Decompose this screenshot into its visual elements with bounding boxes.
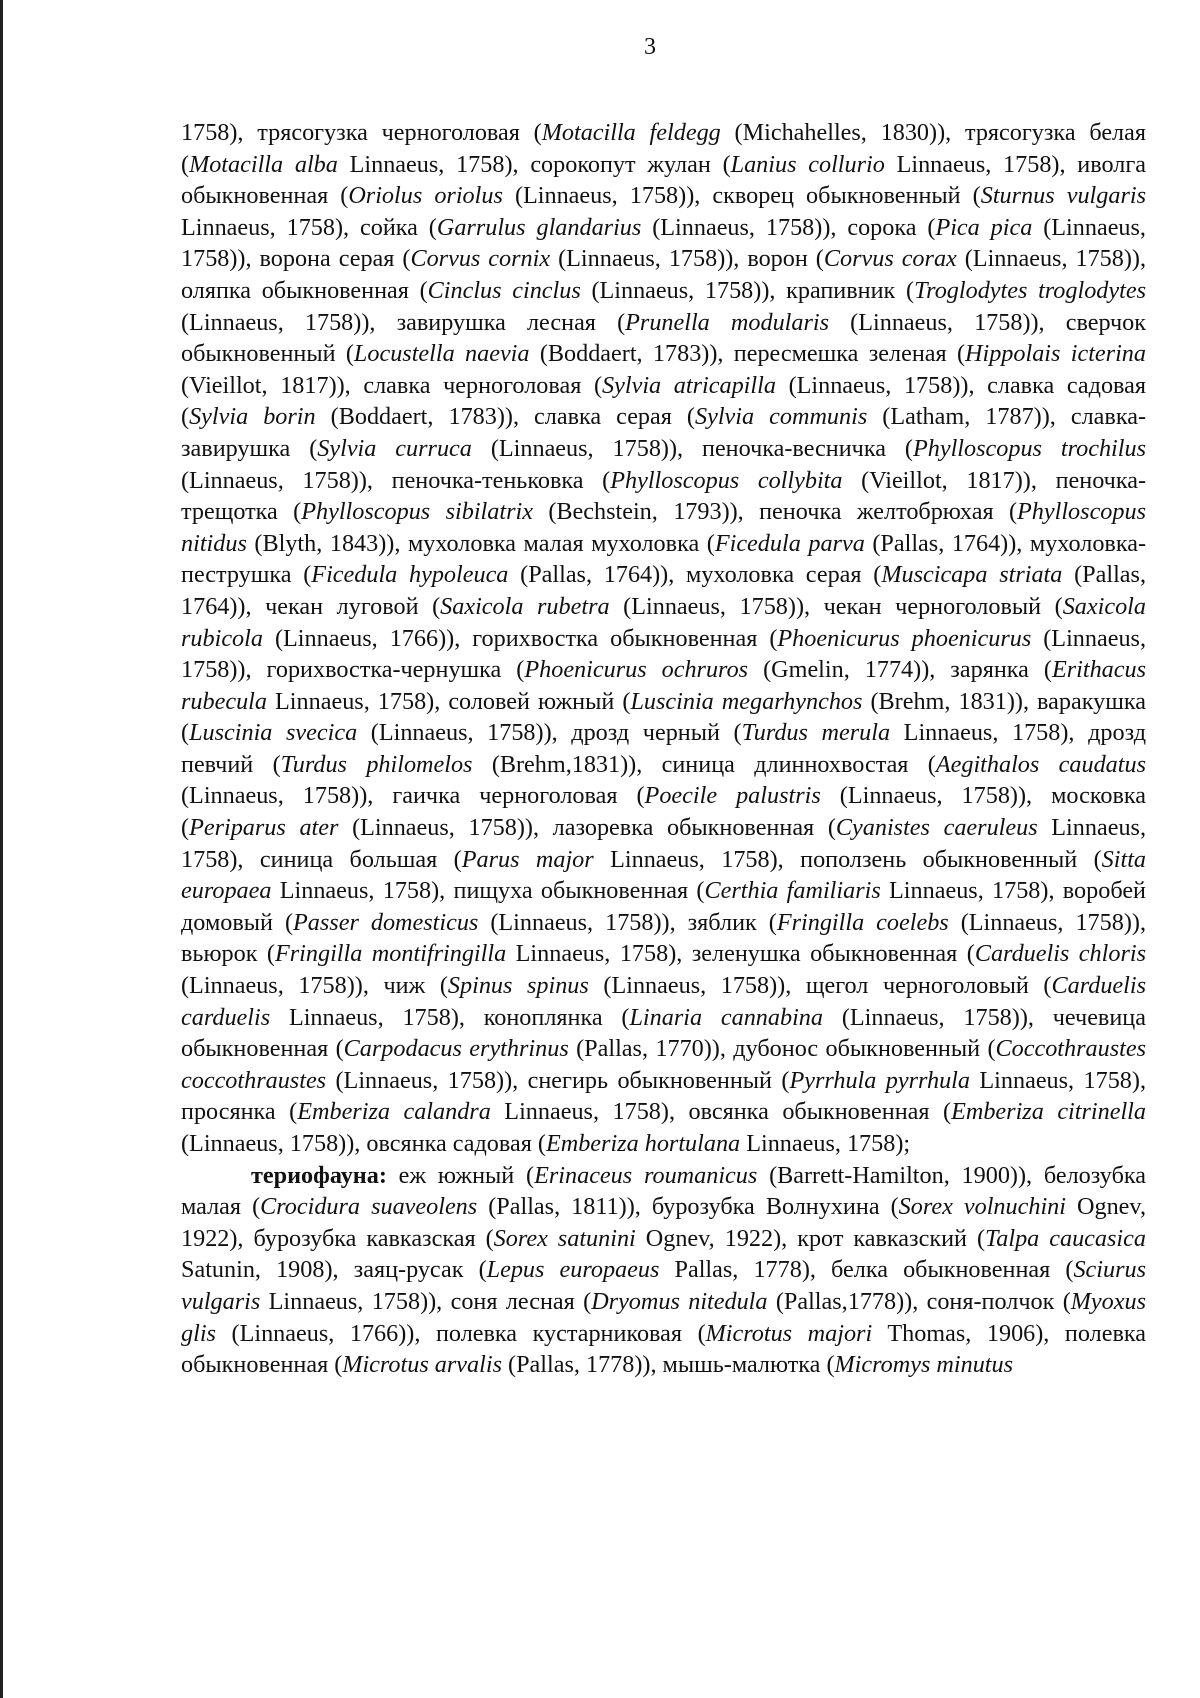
text-run: (Linnaeus, 1758)), ворон ( xyxy=(550,245,824,273)
species-latin-name: Linaria cannabina xyxy=(629,1003,823,1031)
species-latin-name: Luscinia megarhynchos xyxy=(630,687,863,715)
section-heading: териофауна: xyxy=(251,1161,387,1189)
species-latin-name: Muscicapa striata xyxy=(881,561,1063,589)
species-latin-name: Phoenicurus ochruros xyxy=(524,656,749,684)
species-latin-name: Dryomus nitedula xyxy=(591,1287,768,1315)
text-run: (Gmelin, 1774)), зарянка ( xyxy=(748,656,1052,684)
species-latin-name: Garrulus glandarius xyxy=(436,213,642,241)
species-latin-name: Locustella naevia xyxy=(353,340,530,368)
text-run: (Linnaeus, 1758)), чиж ( xyxy=(181,972,448,1000)
species-latin-name: Corvus corax xyxy=(823,245,957,273)
text-run: (Linnaeus, 1758)), пеночка-теньковка ( xyxy=(181,466,611,494)
species-latin-name: Corvus cornix xyxy=(410,245,551,273)
text-run: Linnaeus, 1758), иволга обыкновенная ( xyxy=(181,150,1146,210)
species-latin-name: Poecile palustris xyxy=(644,782,821,810)
text-run: Linnaeus, 1758), пищуха обыкновенная ( xyxy=(271,877,705,905)
species-latin-name: Crocidura suaveolens xyxy=(260,1193,478,1221)
text-run: (Linnaeus, 1758)), вьюрок ( xyxy=(181,908,1146,968)
species-latin-name: Motacilla alba xyxy=(189,150,338,178)
text-run: Linnaeus, 1758)), соня лесная ( xyxy=(260,1287,592,1315)
text-run: Ognev, 1922), крот кавказский ( xyxy=(635,1224,986,1252)
text-run: (Linnaeus, 1758)), зяблик ( xyxy=(478,908,777,936)
text-run: (Pallas,1778)), соня-полчок ( xyxy=(767,1287,1071,1315)
text-run: (Pallas, 1764)), мухоловка-пеструшка ( xyxy=(181,529,1147,589)
species-latin-name: Sturnus vulgaris xyxy=(980,182,1146,210)
text-run: Linnaeus, 1758), соловей южный ( xyxy=(266,687,631,715)
text-run: (Brehm, 1831)), варакушка ( xyxy=(181,687,1146,747)
text-run: еж южный ( xyxy=(386,1161,535,1189)
species-latin-name: Pica pica xyxy=(935,213,1033,241)
species-latin-name: Saxicola rubicola xyxy=(181,592,1146,652)
text-run: (Latham, 1787)), славка-завирушка ( xyxy=(181,403,1147,462)
text-run: (Linnaeus, 1758)), чекан черноголовый ( xyxy=(609,592,1063,620)
species-latin-name: Turdus philomelos xyxy=(280,750,473,778)
text-run: (Linnaeus, 1758)), славка садовая ( xyxy=(181,371,1146,431)
text-run: Linnaeus, 1758), синица большая ( xyxy=(181,814,1146,873)
text-run: (Linnaeus, 1758)), завирушка лесная ( xyxy=(181,308,626,336)
text-run: (Pallas, 1770)), дубонос обыкновенный ( xyxy=(568,1035,996,1063)
species-latin-name: Certhia familiaris xyxy=(704,877,881,905)
species-latin-name: Oriolus oriolus xyxy=(348,182,503,210)
text-run: (Boddaert, 1783)), славка серая ( xyxy=(315,403,695,431)
text-run: Linnaeus, 1758), сорокопут жулан ( xyxy=(337,150,731,178)
species-latin-name: Carpodacus erythrinus xyxy=(343,1035,569,1063)
species-latin-name: Myoxus glis xyxy=(181,1287,1146,1347)
text-run: Linnaeus, 1758), просянка ( xyxy=(181,1066,1146,1126)
text-run: (Linnaeus, 1758)), сверчок обыкновенный ( xyxy=(181,308,1146,368)
text-run: Linnaeus, 1758), дрозд певчий ( xyxy=(181,719,1146,778)
text-run: Linnaeus, 1758), поползень обыкновенный ( xyxy=(593,845,1102,873)
species-latin-name: Erithacus rubecula xyxy=(181,656,1147,715)
species-latin-name: Pyrrhula pyrrhula xyxy=(789,1066,970,1094)
text-run: (Linnaeus, 1758)), московка ( xyxy=(181,782,1146,842)
species-latin-name: Coccothraustes coccothraustes xyxy=(181,1035,1147,1094)
text-run: Satunin, 1908), заяц-русак ( xyxy=(181,1256,487,1284)
text-run: (Pallas, 1764)), мухоловка серая ( xyxy=(508,561,882,589)
text-run: (Linnaeus, 1758)), крапивник ( xyxy=(580,276,915,304)
species-latin-name: Sylvia borin xyxy=(189,403,316,431)
species-latin-name: Luscinia svecica xyxy=(189,719,358,747)
species-latin-name: Sylvia atricapilla xyxy=(602,371,776,399)
species-latin-name: Cinclus cinclus xyxy=(427,276,581,304)
species-latin-name: Emberiza calandra xyxy=(297,1098,491,1126)
page-number: 3 xyxy=(644,34,656,60)
species-latin-name: Phylloscopus collybita xyxy=(610,466,843,494)
body-text xyxy=(181,117,1146,1381)
text-run: (Linnaeus, 1758)), гаичка черноголовая ( xyxy=(181,782,645,810)
text-run: (Boddaert, 1783)), пересмешка зеленая ( xyxy=(529,340,966,368)
species-latin-name: Phylloscopus nitidus xyxy=(181,498,1146,557)
text-run: Pallas, 1778), белка обыкновенная ( xyxy=(659,1256,1074,1284)
text-run: (Pallas, 1764)), чекан луговой ( xyxy=(181,561,1146,620)
species-latin-name: Fringilla coelebs xyxy=(776,908,949,936)
text-run: Linnaeus, 1758), коноплянка ( xyxy=(270,1003,630,1031)
text-run: (Linnaeus, 1758)), дрозд черный ( xyxy=(357,719,742,747)
species-latin-name: Hippolais icterina xyxy=(965,340,1146,368)
text-run: Thomas, 1906), полевка обыкновенная ( xyxy=(181,1319,1146,1379)
text-run: (Linnaeus, 1758)), горихвостка-чернушка ( xyxy=(181,624,1147,684)
species-latin-name: Sylvia communis xyxy=(695,403,868,431)
text-run: (Linnaeus, 1758)), снегирь обыкновенный ( xyxy=(326,1066,790,1094)
species-latin-name: Sorex volnuchini xyxy=(898,1193,1066,1221)
species-latin-name: Lepus europaeus xyxy=(486,1256,660,1284)
text-run: Ognev, 1922), бурозубка кавказская ( xyxy=(181,1193,1146,1252)
text-run: (Linnaeus, 1758)), скворец обыкновенный ( xyxy=(502,182,981,210)
species-latin-name: Saxicola rubetra xyxy=(440,592,610,620)
text-run: (Linnaeus, 1758)), овсянка садовая ( xyxy=(181,1130,546,1157)
text-run: (Blyth, 1843)), мухоловка малая мухоловка ( xyxy=(246,529,715,557)
species-latin-name: Carduelis carduelis xyxy=(181,972,1147,1031)
species-latin-name: Sorex satunini xyxy=(493,1224,636,1252)
text-run: (Linnaeus, 1766)), полевка кустарниковая ( xyxy=(215,1319,706,1347)
species-latin-name: Carduelis chloris xyxy=(974,940,1146,968)
text-run: (Bechstein, 1793)), пеночка желтобрюхая ( xyxy=(532,498,1018,526)
text-run: (Vieillot, 1817)), славка черноголовая ( xyxy=(181,371,603,399)
text-run: (Pallas, 1778)), мышь-малютка ( xyxy=(502,1351,835,1379)
species-latin-name: Microtus arvalis xyxy=(342,1351,502,1379)
species-latin-name: Microtus majori xyxy=(705,1319,873,1347)
species-latin-name: Turdus merula xyxy=(741,719,891,747)
species-latin-name: Talpa caucasica xyxy=(985,1224,1146,1252)
text-run: (Michahelles, 1830)), трясогузка белая ( xyxy=(181,119,1146,178)
scan-left-edge xyxy=(0,0,3,1698)
text-run: (Linnaeus, 1758)), лазоревка обыкновенная ( xyxy=(338,814,836,842)
text-run: Linnaeus, 1758), воробей домовый ( xyxy=(181,877,1146,936)
species-latin-name: Troglodytes troglodytes xyxy=(914,276,1147,304)
species-latin-name: Prunella modularis xyxy=(625,308,830,336)
text-run: (Brehm,1831)), синица длиннохвостая ( xyxy=(472,750,936,778)
text-run: (Linnaeus, 1758)), оляпка обыкновенная ( xyxy=(181,245,1147,304)
text-run: (Linnaeus, 1758)), ворона серая ( xyxy=(181,213,1146,273)
text-run: Linnaeus, 1758); xyxy=(740,1130,911,1157)
species-latin-name: Phylloscopus sibilatrix xyxy=(301,498,533,526)
species-latin-name: Phoenicurus phoenicurus xyxy=(777,624,1032,652)
species-latin-name: Ficedula hypoleuca xyxy=(311,561,509,589)
species-latin-name: Sitta europaea xyxy=(181,845,1147,905)
text-run: (Linnaeus, 1758)), сорока ( xyxy=(641,213,936,241)
paragraph-teriofauna xyxy=(181,1160,1146,1381)
text-run: (Pallas, 1811)), бурозубка Волнухина ( xyxy=(477,1193,899,1221)
species-latin-name: Cyanistes caeruleus xyxy=(835,814,1038,842)
paragraph-avifauna-continued xyxy=(181,117,1146,1160)
species-latin-name: Sylvia curruca xyxy=(317,434,472,462)
species-latin-name: Periparus ater xyxy=(189,814,339,842)
species-latin-name: Spinus spinus xyxy=(447,972,589,1000)
species-latin-name: Lanius collurio xyxy=(730,150,885,178)
species-latin-name: Aegithalos caudatus xyxy=(935,750,1146,778)
species-latin-name: Parus major xyxy=(461,845,594,873)
text-run: (Linnaeus, 1758)), щегол черноголовый ( xyxy=(588,972,1052,1000)
species-latin-name: Sciurus vulgaris xyxy=(181,1256,1146,1315)
text-run: Linnaeus, 1758), зеленушка обыкновенная ( xyxy=(506,940,975,968)
text-run: 1758), трясогузка черноголовая ( xyxy=(181,119,542,146)
text-run: (Linnaeus, 1758)), чечевица обыкновенная ( xyxy=(181,1003,1146,1063)
species-latin-name: Fringilla montifringilla xyxy=(274,940,507,968)
species-latin-name: Motacilla feldegg xyxy=(541,119,721,146)
species-latin-name: Emberiza citrinella xyxy=(951,1098,1146,1126)
text-run: (Linnaeus, 1758)), пеночка-весничка ( xyxy=(471,434,913,462)
text-run: (Barrett-Hamilton, 1900)), белозубка малая ( xyxy=(181,1161,1146,1221)
species-latin-name: Emberiza hortulana xyxy=(545,1130,741,1157)
species-latin-name: Micromys minutus xyxy=(834,1351,1014,1379)
species-latin-name: Passer domesticus xyxy=(293,908,479,936)
text-run: (Vieillot, 1817)), пеночка-трещотка ( xyxy=(181,466,1146,526)
species-latin-name: Erinaceus roumanicus xyxy=(534,1161,758,1189)
text-run: Linnaeus, 1758), сойка ( xyxy=(181,213,437,241)
species-latin-name: Phylloscopus trochilus xyxy=(912,434,1146,462)
text-run: Linnaeus, 1758), овсянка обыкновенная ( xyxy=(490,1098,952,1126)
species-latin-name: Ficedula parva xyxy=(714,529,865,557)
text-run: (Linnaeus, 1766)), горихвостка обыкновенная ( xyxy=(262,624,778,652)
